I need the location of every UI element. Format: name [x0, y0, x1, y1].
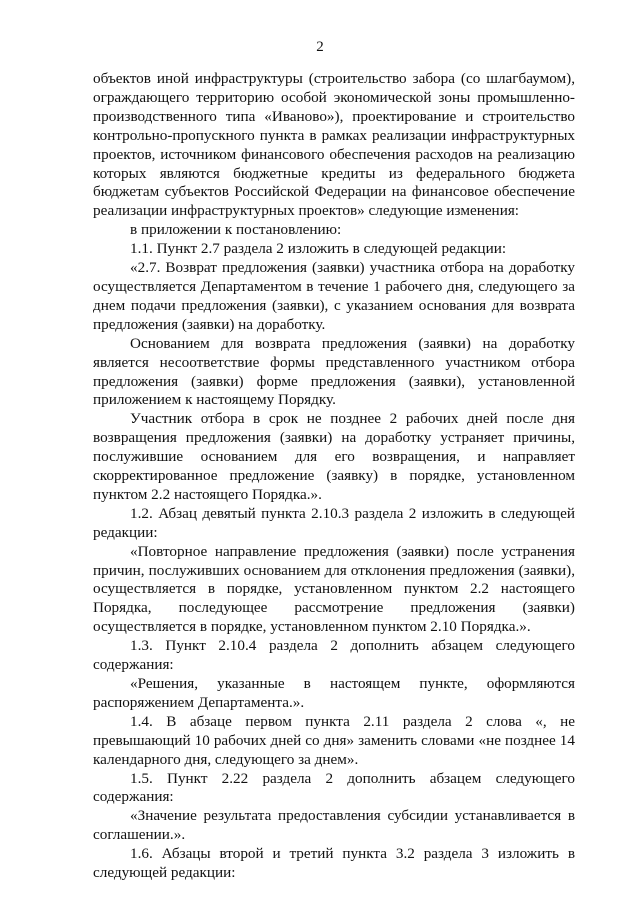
paragraph-repeat-submission: «Повторное направление предложения (заявки) после устранения причин, послуживших основанием для отклонения предложения (заявки), осуществляется в порядке, установленном пунктом 2.2 настоящего Порядка, последующее рассмотрение предложения (заявки) осуществляется в порядке, установленном пунктом 2.10 Порядка.». [93, 542, 575, 636]
paragraph-item-2-7-text: «2.7. Возврат предложения (заявки) участника отбора на доработку осуществляется Департаментом в течение 1 рабочего дня, следующего за днем подачи предложения (заявки), с указанием основания для возврата предложения (заявки) на доработку. [93, 259, 575, 333]
paragraph-resubmission: Участник отбора в срок не позднее 2 рабочих дней после дня возвращения предложения (заявки) на доработку устраняет причины, послужившие основанием для его возвращения, и направляет скорректированное предложение (заявку) в порядке, установленном пунктом 2.2 настоящего Порядка.». [93, 410, 575, 503]
paragraph-subsidy-result: «Значение результата предоставления субсидии устанавливается в соглашении.». [93, 807, 575, 844]
paragraph-item-1-2: 1.2. Абзац девятый пункта 2.10.3 раздела 2 изложить в следующей редакции: [93, 504, 575, 541]
paragraph-item-1-6: 1.6. Абзацы второй и третий пункта 3.2 раздела 3 изложить в следующей редакции: [93, 845, 575, 882]
paragraph-appendix-intro: в приложении к постановлению: [130, 221, 342, 239]
paragraph-item-1-3: 1.3. Пункт 2.10.4 раздела 2 дополнить абзацем следующего содержания: [93, 637, 575, 674]
paragraph-return-grounds: Основанием для возврата предложения (заявки) на доработку является несоответствие формы представленного участником отбора предложения (заявки) форме предложения (заявки), установленной приложением к настоящему Порядку. [93, 334, 575, 409]
paragraph-item-1-5: 1.5. Пункт 2.22 раздела 2 дополнить абзацем следующего содержания: [93, 769, 575, 806]
document-body [93, 70, 575, 883]
paragraph-decisions: «Решения, указанные в настоящем пункте, оформляются распоряжением Департамента.». [93, 675, 575, 711]
paragraph-item-1-1: 1.1. Пункт 2.7 раздела 2 изложить в следующей редакции: [130, 240, 507, 258]
paragraph-item-1-4: 1.4. В абзаце первом пункта 2.11 раздела 2 слова «, не превышающий 10 рабочих дней со дня» заменить словами «не позднее 14 календарного дня, следующего за днем». [93, 712, 575, 768]
page-number: 2 [316, 39, 324, 55]
paragraph-continuation: объектов иной инфраструктуры (строительство забора (со шлагбаумом), ограждающего территорию особой экономической зоны промышленно-производственного типа «Иваново»), проектирование и строительство контрольно-пропускного пункта в рамках реализации инфраструктурных проектов, источником финансового обеспечения расходов на реализацию которых являются бюджетные кредиты из федерального бюджета бюджетам субъектов Российской Федерации на финансовое обеспечение реализации инфраструктурных проектов» следующие изменения: [93, 70, 575, 220]
